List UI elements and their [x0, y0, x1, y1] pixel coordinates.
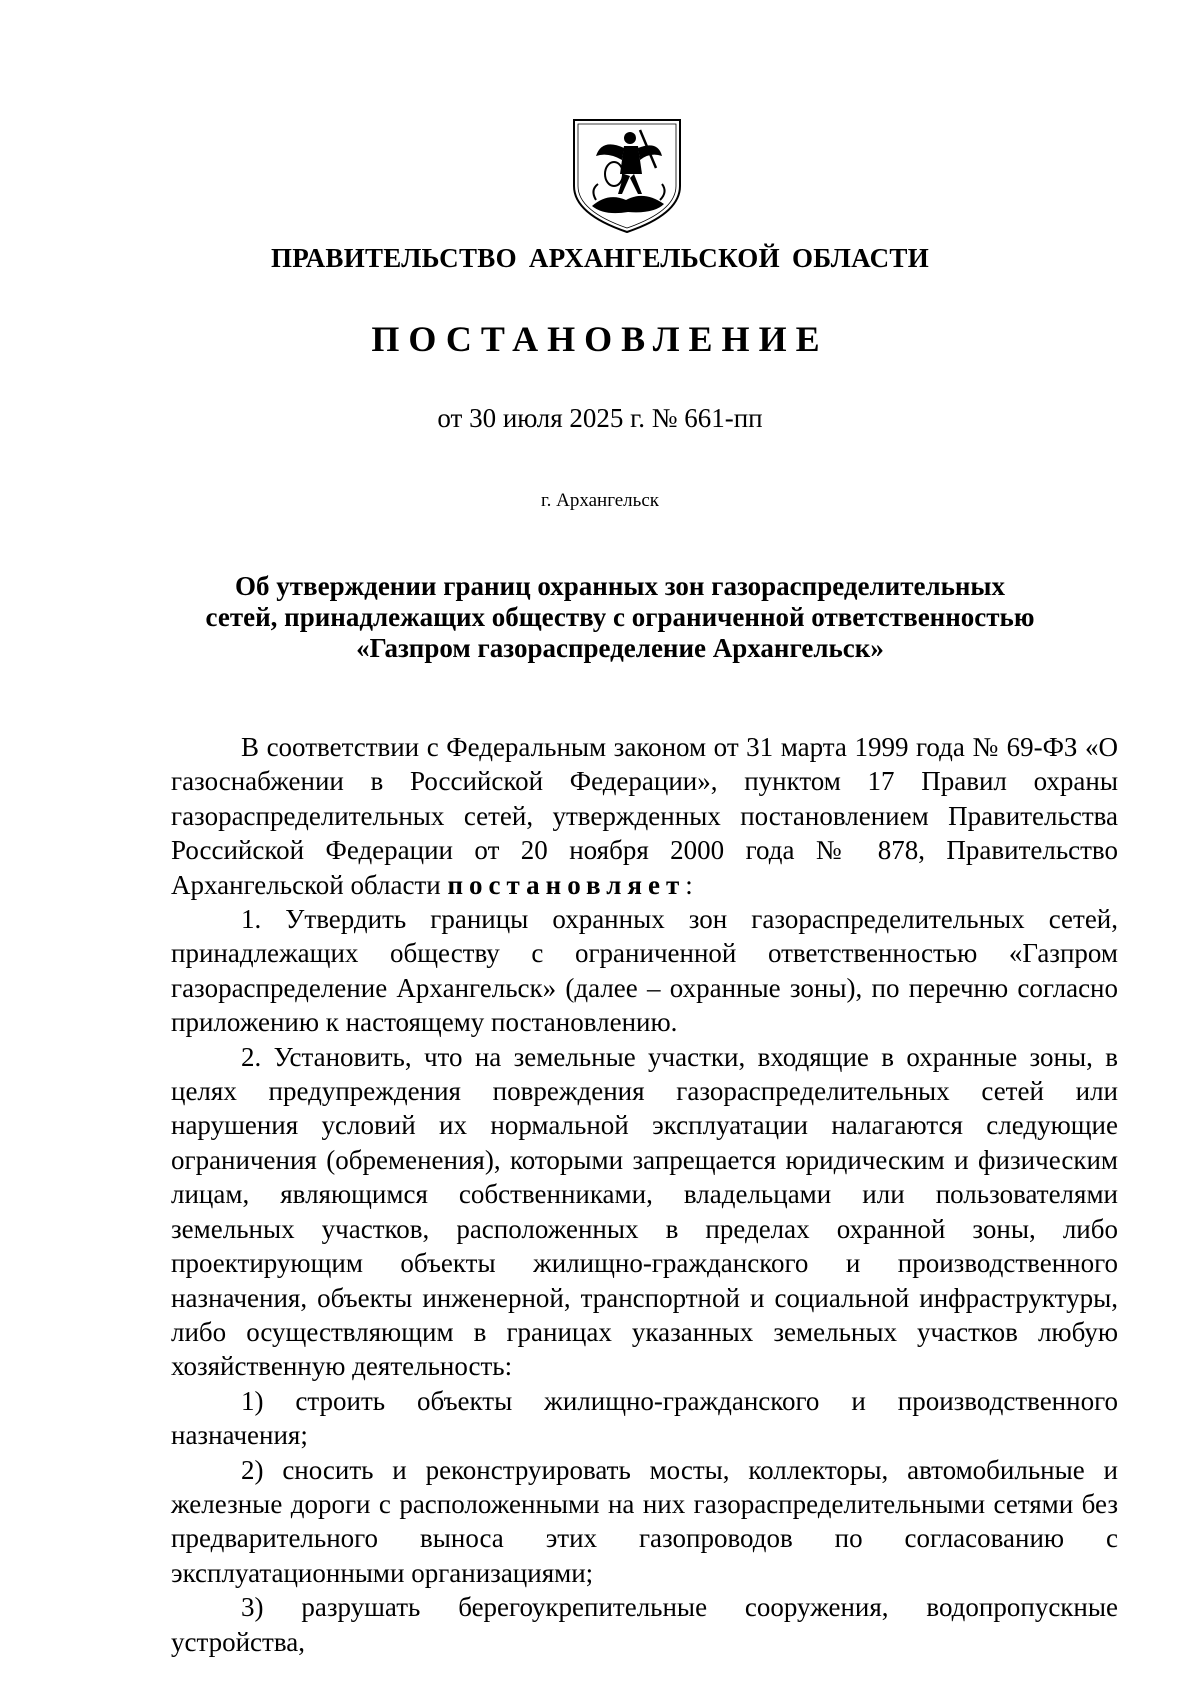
- item-paragraph: 1) строить объекты жилищно-гражданского и производственного назначения;: [171, 1385, 1118, 1451]
- preamble-paragraph: [171, 730, 1118, 902]
- document-type: ПОСТАНОВЛЕНИЕ: [371, 319, 829, 359]
- document-city: г. Архангельск: [540, 490, 659, 511]
- title-line: Об утверждении границ охранных зон газораспределительных: [234, 571, 1006, 601]
- coat-of-arms-icon: [568, 116, 686, 236]
- decree-word: постановляет: [447, 869, 686, 900]
- title-line: «Газпром газораспределение Архангельск»: [356, 633, 884, 663]
- item-paragraph: 3) разрушать берегоукрепительные сооружения, водопропускные устройства,: [171, 1592, 1118, 1657]
- document-date-number: от 30 июля 2025 г. № 661-пп: [437, 403, 763, 433]
- document-title: [170, 571, 1070, 664]
- item-paragraph: 2) сносить и реконструировать мосты, коллекторы, автомобильные и железные дороги с расположенными на них газораспределительными сетями без предварительного выноса этих газопроводов по согласованию с эксплуатационными организациями;: [171, 1454, 1118, 1588]
- item-paragraph: 1. Утвердить границы охранных зон газораспределительных сетей, принадлежащих обществу с ограниченной ответственностью «Газпром газораспределение Архангельск» (далее – охранные зоны), по перечню согласно приложению к настоящему постановлению.: [171, 904, 1118, 1038]
- preamble-text: В соответствии с Федеральным законом от 31 марта 1999 года № 69-ФЗ «О газоснабжении в Российской Федерации», пунктом 17 Правил охраны газораспределительных сетей, утвержденных постановлением Правительства Российской Федерации от 20 ноября 2000 года № 878, Правительство Архангельской области: [171, 732, 1118, 900]
- item-paragraph: 2. Установить, что на земельные участки, входящие в охранные зоны, в целях предупреждения повреждения газораспределительных сетей или нарушения условий их нормальной эксплуатации налагаются следующие ограничения (обременения), которыми запрещается юридическим и физическим лицам, являющимся собственниками, владельцами или пользователями земельных участков, расположенных в пределах охранной зоны, либо проектирующим объекты жилищно-гражданского и производственного назначения, объекты инженерной, транспортной и социальной инфраструктуры, либо осуществляющим в границах указанных земельных участков любую хозяйственную деятельность:: [171, 1041, 1118, 1382]
- decree-colon: :: [685, 869, 693, 900]
- document-body: [171, 730, 1118, 1659]
- title-line: сетей, принадлежащих обществу с ограниченной ответственностью: [205, 602, 1035, 632]
- government-name: ПРАВИТЕЛЬСТВО АРХАНГЕЛЬСКОЙ ОБЛАСТИ: [270, 243, 930, 273]
